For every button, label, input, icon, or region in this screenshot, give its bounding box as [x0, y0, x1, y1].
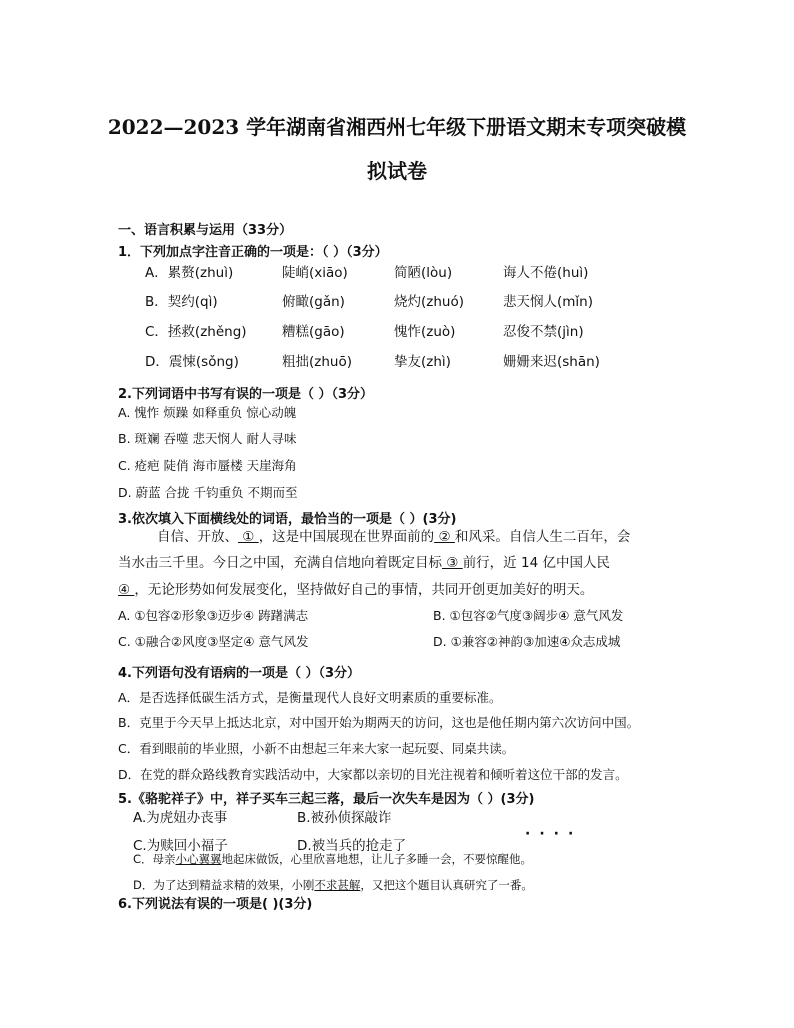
q2-option-a: A. 愧怍 烦躁 如释重负 惊心动魄 — [118, 405, 297, 420]
blank-3: ③ — [442, 555, 463, 571]
blank-4: ④ — [118, 582, 135, 598]
question-6-stem: 6.下列说法有误的一项是( )(3分) — [118, 897, 313, 912]
q3-option-a: A. ①包容②形象③迈步④ 踌躇满志 — [118, 608, 309, 623]
overlay-text: C．母亲 — [133, 852, 176, 866]
question-1-stem: 1．下列加点字注音正确的一项是：（ ）（3分） — [118, 245, 388, 260]
q1-option-d-word4: 姗姗来迟(shān) — [503, 354, 600, 370]
question-2-stem: 2.下列词语中书写有误的一项是（ ）（3分） — [118, 387, 374, 402]
question-5-stem: 5.《骆驼祥子》中，祥子买车三起三落，最后一次失车是因为（ ）(3分) — [118, 792, 535, 807]
underlined-word: 小心翼翼 — [175, 852, 222, 866]
q1-option-a-word2: 陡峭(xiāo) — [282, 265, 348, 281]
page-title-cont: 拟试卷 — [367, 159, 427, 183]
q3-passage-line2 — [118, 551, 610, 571]
question-3-stem: 3.依次填入下面横线处的词语，最恰当的一项是（ ）(3分) — [118, 512, 457, 527]
q1-option-b-word3: 烧灼(zhuó) — [394, 294, 464, 310]
q3-text: 当水击三千里。今日之中国，充满自信地向着既定目标 — [118, 555, 442, 571]
emphasis-dots: ···· — [525, 826, 583, 842]
overlay-text: D．为了达到精益求精的效果，小刚 — [133, 878, 315, 892]
q4-option-d: D．在党的群众路线教育实践活动中，大家都以亲切的目光注视着和倾听着这位干部的发言。 — [118, 767, 628, 782]
overlay-line-d — [133, 877, 533, 893]
q4-option-a: A．是否选择低碳生活方式，是衡量现代人良好文明素质的重要标准。 — [118, 690, 502, 705]
q1-option-b-word2: 俯瞰(gǎn) — [282, 294, 345, 310]
overlay-text: 地起床做饭，心里欣喜地想，让儿子多睡一会，不要惊醒他。 — [221, 852, 533, 866]
q2-option-d: D. 蔚蓝 合拢 千钧重负 不期而至 — [118, 485, 298, 500]
overlay-line-c — [133, 851, 532, 867]
q3-text: 和风采。自信人生二百年，会 — [454, 529, 631, 545]
blank-1: ① — [238, 529, 259, 545]
blank-2: ② — [434, 529, 455, 545]
underlined-word: 不求甚解 — [314, 878, 361, 892]
q3-option-d: D. ①兼容②神韵③加速④众志成城 — [433, 634, 621, 649]
q1-option-c: C．拯救(zhěng) — [145, 324, 247, 340]
overlay-text: ，又把这个题目认真研究了一番。 — [360, 878, 533, 892]
q3-text: 自信、开放、 — [157, 529, 238, 545]
q5-option-d: D.被当兵的抢走了 — [297, 838, 407, 854]
q2-option-c: C. 疮疤 陡俏 海市蜃楼 天崖海角 — [118, 458, 297, 473]
q5-option-c: C.为赎回小福子 — [133, 838, 228, 854]
q4-option-c: C．看到眼前的毕业照，小新不由想起三年来大家一起玩耍、同桌共读。 — [118, 741, 515, 756]
q1-option-d-word3: 挚友(zhì) — [394, 354, 451, 370]
q3-text: ，无论形势如何发展变化，坚持做好自己的事情，共同开创更加美好的明天。 — [134, 582, 594, 598]
section-heading: 一、语言积累与运用（33分） — [118, 223, 293, 238]
q1-option-c-word2: 糟糕(gāo) — [282, 324, 345, 340]
q1-option-a-word4: 诲人不倦(huì) — [503, 265, 589, 281]
q2-option-b: B. 斑斓 吞噬 悲天悯人 耐人寻味 — [118, 431, 297, 446]
q3-text: 前行，近 14 亿中国人民 — [462, 555, 610, 571]
q1-option-a-word3: 简陋(lòu) — [394, 265, 453, 281]
q1-option-d: D．震悚(sǒng) — [145, 354, 239, 370]
q1-option-c-word4: 忍俊不禁(jìn) — [503, 324, 584, 340]
q1-option-a: A．累赘(zhuì) — [145, 265, 234, 281]
q3-option-b: B. ①包容②气度③阔步④ 意气风发 — [433, 608, 624, 623]
page-title: 2022—2023 学年湖南省湘西州七年级下册语文期末专项突破模 — [107, 115, 687, 139]
q1-option-d-word2: 粗拙(zhuō) — [282, 354, 352, 370]
q1-option-c-word3: 愧怍(zuò) — [394, 324, 456, 340]
q5-option-a: A.为虎妞办丧事 — [133, 810, 228, 826]
q3-passage-line1 — [157, 525, 630, 545]
q3-option-c: C. ①融合②风度③坚定④ 意气风发 — [118, 634, 309, 649]
q1-option-b: B．契约(qì) — [145, 294, 218, 310]
q3-text: ，这是中国展现在世界面前的 — [258, 529, 435, 545]
q4-option-b: B．克里于今天早上抵达北京，对中国开始为期两天的访问，这也是他任期内第六次访问中国。 — [118, 715, 640, 730]
q1-option-b-word4: 悲天悯人(mǐn) — [503, 294, 593, 310]
q3-passage-line3 — [118, 578, 593, 598]
q5-option-b: B.被孙侦探敲诈 — [297, 810, 392, 826]
question-4-stem: 4.下列语句没有语病的一项是（ ）（3分） — [118, 666, 361, 681]
